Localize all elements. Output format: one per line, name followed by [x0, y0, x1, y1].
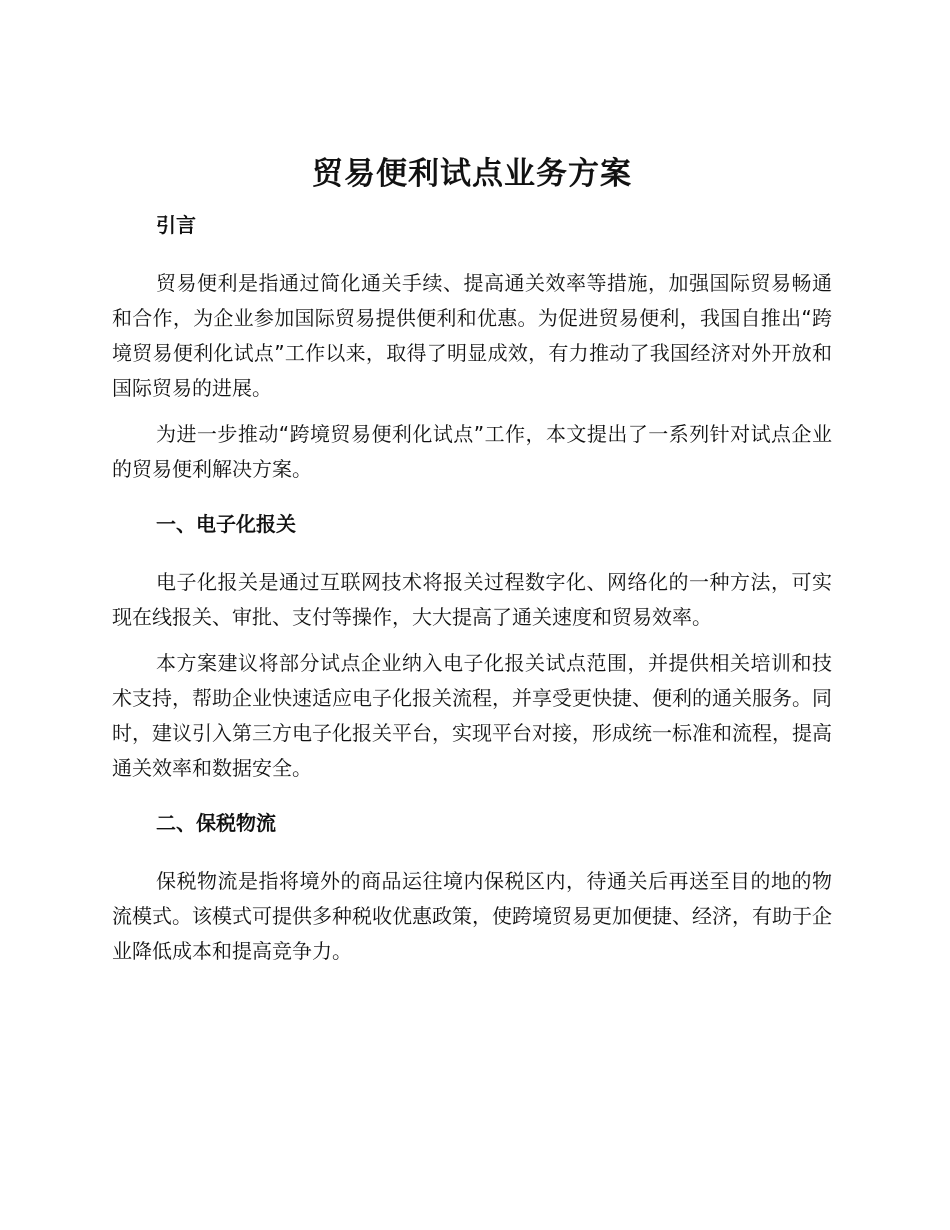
section-heading-electronic-declaration: 一、电子化报关 [156, 512, 296, 536]
introduction-paragraph-1: 贸易便利是指通过简化通关手续、提高通关效率等措施，加强国际贸易畅通和合作，为企业参加国际贸易提供便利和优惠。为促进贸易便利，我国自推出“跨境贸易便利化试点”工作以来，取得了明显成效，有力推动了我国经济对外开放和国际贸易的进展。 [112, 271, 832, 400]
bonded-logistics-paragraph-1: 保税物流是指将境外的商品运往境内保税区内，待通关后再送至目的地的物流模式。该模式可提供多种税收优惠政策，使跨境贸易更加便捷、经济，有助于企业降低成本和提高竞争力。 [112, 869, 832, 963]
electronic-declaration-paragraph-2: 本方案建议将部分试点企业纳入电子化报关试点范围，并提供相关培训和技术支持，帮助企业快速适应电子化报关流程，并享受更快捷、便利的通关服务。同时，建议引入第三方电子化报关平台，实现平台对接，形成统一标准和流程，提高通关效率和数据安全。 [112, 651, 832, 780]
introduction-paragraph-2: 为进一步推动“跨境贸易便利化试点”工作，本文提出了一系列针对试点企业的贸易便利解决方案。 [112, 422, 832, 481]
document-body [112, 148, 832, 969]
section-heading-bonded-logistics: 二、保税物流 [156, 811, 276, 835]
electronic-declaration-paragraph-1: 电子化报关是通过互联网技术将报关过程数字化、网络化的一种方法，可实现在线报关、审批、支付等操作，大大提高了通关速度和贸易效率。 [112, 570, 832, 629]
section-heading-introduction: 引言 [156, 213, 196, 237]
document-title: 贸易便利试点业务方案 [312, 156, 632, 192]
